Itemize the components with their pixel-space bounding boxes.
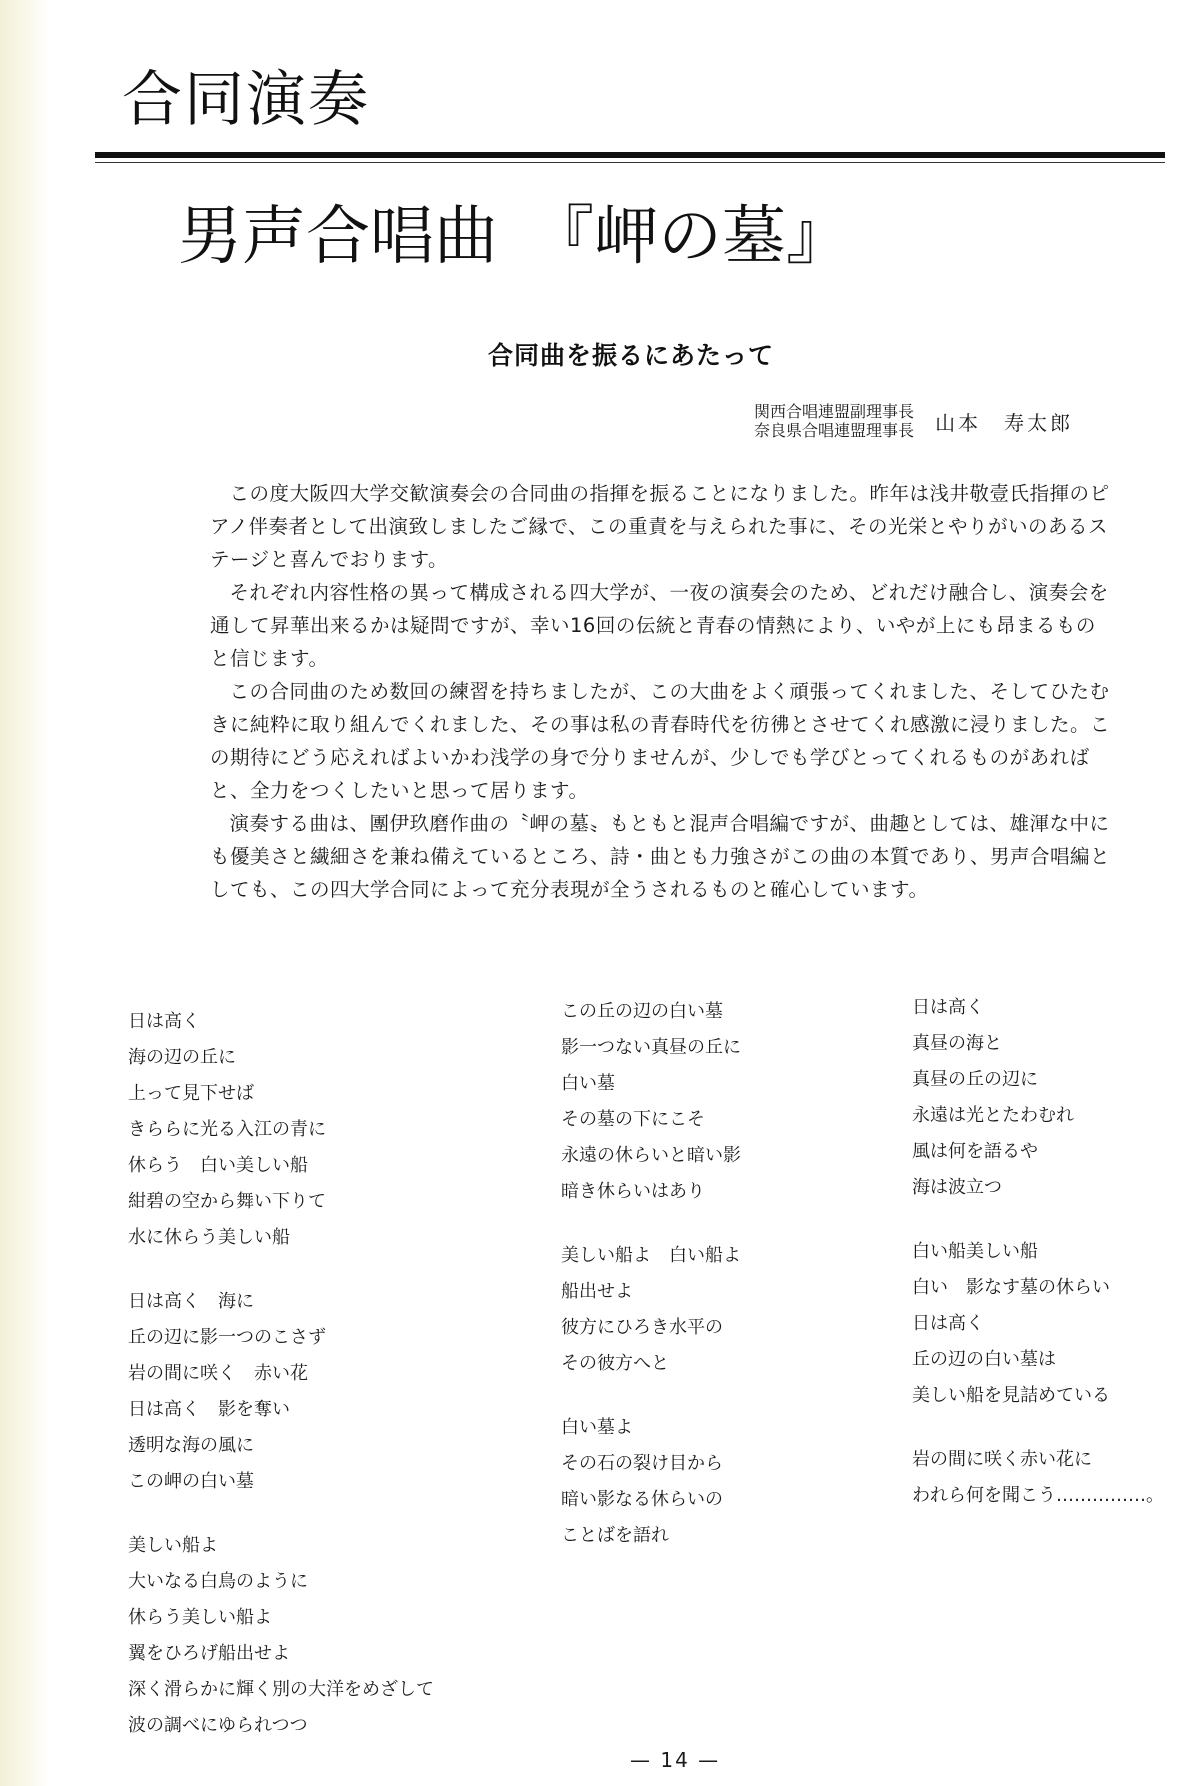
header-rule-thick xyxy=(95,152,1165,158)
poem-line: 大いなる白鳥のように xyxy=(128,1571,308,1592)
poem-line: 風は何を語るや xyxy=(912,1141,1038,1162)
poem-line: 上って見下せば xyxy=(128,1083,254,1104)
poem-line: 紺碧の空から舞い下りて xyxy=(128,1191,326,1212)
poem-line: 白い船美しい船 xyxy=(912,1241,1038,1262)
poem-stanza xyxy=(912,1442,1164,1514)
poem-line: この岬の白い墓 xyxy=(128,1471,254,1492)
poem-stanza xyxy=(912,990,1164,1206)
poem-line: 日は高く xyxy=(912,1313,984,1334)
poem-line: 波の調べにゆられつつ xyxy=(128,1715,308,1736)
poem-line: 深く滑らかに輝く別の大洋をめざして xyxy=(128,1679,434,1700)
poem-line: 休らう美しい船よ xyxy=(128,1607,272,1628)
poem-column-1 xyxy=(128,1004,434,1772)
poem-line: 白い墓よ xyxy=(561,1417,633,1438)
poem-line: 日は高く xyxy=(912,997,984,1018)
poem-stanza xyxy=(128,1284,434,1500)
poem-line: 彼方にひろき水平の xyxy=(561,1317,723,1338)
body-text xyxy=(210,477,1115,906)
poem-line: 岩の間に咲く 赤い花 xyxy=(128,1363,308,1384)
section-title: 合同演奏 xyxy=(122,65,370,135)
poem-line: 真昼の海と xyxy=(912,1033,1002,1054)
header-rule-thin xyxy=(95,162,1165,163)
poem-stanza xyxy=(561,1238,741,1382)
body-paragraph: 演奏する曲は、團伊玖磨作曲の〝岬の墓〟もともと混声合唱編ですが、曲趣としては、雄渾な中にも優美さと繊細さを兼ね備えているところ、詩・曲とも力強さがこの曲の本質であり、男声合唱編としても、この四大学合同によって充分表現が全うされるものと確心しています。 xyxy=(210,812,1111,901)
poem-line: 日は高く 影を奪い xyxy=(128,1399,290,1420)
poem-line: 船出せよ xyxy=(561,1281,633,1302)
poem-stanza xyxy=(561,994,741,1210)
poem-line: 真昼の丘の辺に xyxy=(912,1069,1038,1090)
poem-line: その彼方へと xyxy=(561,1353,669,1374)
poem-line: 美しい船を見詰めている xyxy=(912,1385,1110,1406)
poem-stanza xyxy=(128,1004,434,1256)
main-title: 男声合唱曲 『岬の墓』 xyxy=(178,200,850,274)
author-block xyxy=(754,402,1114,440)
poem-line: 日は高く 海に xyxy=(128,1291,254,1312)
poem-column-3 xyxy=(912,990,1164,1542)
poem-line: 暗い影なる休らいの xyxy=(561,1489,723,1510)
subtitle: 合同曲を振るにあたって xyxy=(488,341,775,370)
author-role-2: 奈良県合唱連盟理事長 xyxy=(754,421,915,440)
poem-line: 海の辺の丘に xyxy=(128,1047,236,1068)
poem-line: 美しい船よ 白い船よ xyxy=(561,1245,741,1266)
author-role-1: 関西合唱連盟副理事長 xyxy=(754,402,915,421)
poem-stanza xyxy=(128,1528,434,1744)
poem-line: 岩の間に咲く赤い花に xyxy=(912,1449,1092,1470)
page-number: — 14 — xyxy=(630,1748,721,1772)
body-paragraph: この合同曲のため数回の練習を持ちましたが、この大曲をよく頑張ってくれました、そしてひたむきに純粋に取り組んでくれました、その事は私の青春時代を彷彿とさせてくれ感激に浸りました。この期待にどう応えればよいかわ浅学の身で分りませんが、少しでも学びとってくれるものがあればと、全力をつくしたいと思って居ります。 xyxy=(210,680,1111,802)
poem-stanza xyxy=(561,1410,741,1554)
body-paragraph: この度大阪四大学交歓演奏会の合同曲の指揮を振ることになりました。昨年は浅井敬壹氏指揮のピアノ伴奏者として出演致しましたご縁で、この重責を与えられた事に、その光栄とやりがいのあるステージと喜んでおります。 xyxy=(210,482,1110,571)
poem-line: 透明な海の風に xyxy=(128,1435,254,1456)
poem-line: 白い 影なす墓の休らい xyxy=(912,1277,1110,1298)
poem-line: 暗き休らいはあり xyxy=(561,1181,705,1202)
body-paragraph: それぞれ内容性格の異って構成される四大学が、一夜の演奏会のため、どれだけ融合し、演奏会を通して昇華出来るかは疑問ですが、幸い16回の伝統と青春の情熱により、いやが上にも昂まるものと信じます。 xyxy=(210,581,1109,670)
poem-line: この丘の辺の白い墓 xyxy=(561,1001,723,1022)
poem-line: その石の裂け目から xyxy=(561,1453,723,1474)
poem-line: 日は高く xyxy=(128,1011,200,1032)
poem-line: 永遠の休らいと暗い影 xyxy=(561,1145,741,1166)
poem-line: 水に休らう美しい船 xyxy=(128,1227,290,1248)
poem-line: 丘の辺の白い墓は xyxy=(912,1349,1056,1370)
page-edge-shading xyxy=(0,0,48,1786)
poem-line: 翼をひろげ船出せよ xyxy=(128,1643,290,1664)
poem-line: 休らう 白い美しい船 xyxy=(128,1155,308,1176)
poem-stanza xyxy=(912,1234,1164,1414)
author-roles xyxy=(754,402,914,440)
poem-line: 永遠は光とたわむれ xyxy=(912,1105,1074,1126)
poem-line: きららに光る入江の青に xyxy=(128,1119,326,1140)
poem-line: その墓の下にこそ xyxy=(561,1109,705,1130)
poem-line: 美しい船よ xyxy=(128,1535,218,1556)
author-name: 山本 寿太郎 xyxy=(935,410,1074,435)
poem-line: ことばを語れ xyxy=(561,1525,669,1546)
poem-column-2 xyxy=(561,994,741,1582)
poem-line: 白い墓 xyxy=(561,1073,615,1094)
poem-line: 海は波立つ xyxy=(912,1177,1002,1198)
poem-line: 影一つない真昼の丘に xyxy=(561,1037,741,1058)
poem-line: われら何を聞こう……………。 xyxy=(912,1485,1164,1506)
poem-line: 丘の辺に影一つのこさず xyxy=(128,1327,326,1348)
